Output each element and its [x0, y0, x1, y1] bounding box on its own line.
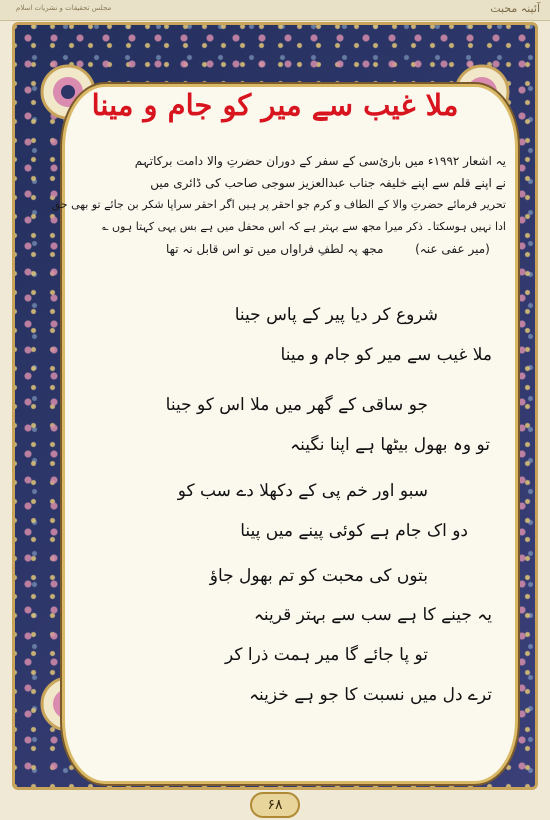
verse-line: تو وہ بھول بیٹھا ہے اپنا نگینہ [290, 435, 490, 455]
intro-line: نے اپنے قلم سے اپنے خلیفہ جناب عبدالعزیز سوجی صاحب کی ڈائری میں [150, 176, 506, 190]
intro-line: تحریر فرمائے حضرتِ والا کے الطاف و کرم جو احقر پر ہیں اگر احقر سراپا شکر بن جائے تو بھی حق [51, 198, 506, 211]
intro-couplet: مجھ پہ لطفِ فراواں میں تو اس قابل نہ تھا [166, 242, 384, 256]
poem-title: ملا غیب سے میر کو جام و مینا [91, 88, 459, 122]
intro-line: یہ اشعار ۱۹۹۲ء میں بارئ‌سی کے سفر کے دوران حضرتِ والا دامت برکاتہم [134, 154, 506, 168]
verse-line: ملا غیب سے میر کو جام و مینا [280, 345, 492, 365]
header-small-text: مجلس تحقیقات و نشریات اسلام [16, 4, 112, 12]
verse-line: شروع کر دیا پیر کے پاس جینا [234, 305, 438, 325]
intro-attribution: (میر عفی عنہ) [415, 242, 490, 256]
verse-line: ترے دل میں نسبت کا جو ہے خزینہ [249, 685, 492, 705]
verse-line: یہ جینے کا ہے سب سے بہتر قرینہ [253, 605, 492, 625]
header-book-title: آئینہ محبت [490, 2, 540, 15]
intro-couplet-line [96, 238, 506, 260]
verse-line: دو اک جام ہے کوئی پینے میں پینا [240, 521, 468, 541]
intro-paragraph [51, 150, 506, 260]
page-header [0, 0, 550, 21]
intro-line: ادا نہیں ہوسکتا۔ ذکر میرا مجھ سے بہتر ہے کہ اس محفل میں ہے بس یہی کہتا ہوں ؎ [102, 220, 506, 233]
verse-line: سبو اور خم پی کے دکھلا دے سب کو [177, 481, 428, 501]
page-number: ۶۸ [250, 792, 300, 818]
verse-line: بتوں کی محبت کو تم بھول جاؤ [209, 566, 428, 586]
verse-line: جو ساقی کے گھر میں ملا اس کو جینا [165, 395, 428, 415]
verse-line: تو پا جائے گا میر ہمت ذرا کر [225, 645, 428, 665]
